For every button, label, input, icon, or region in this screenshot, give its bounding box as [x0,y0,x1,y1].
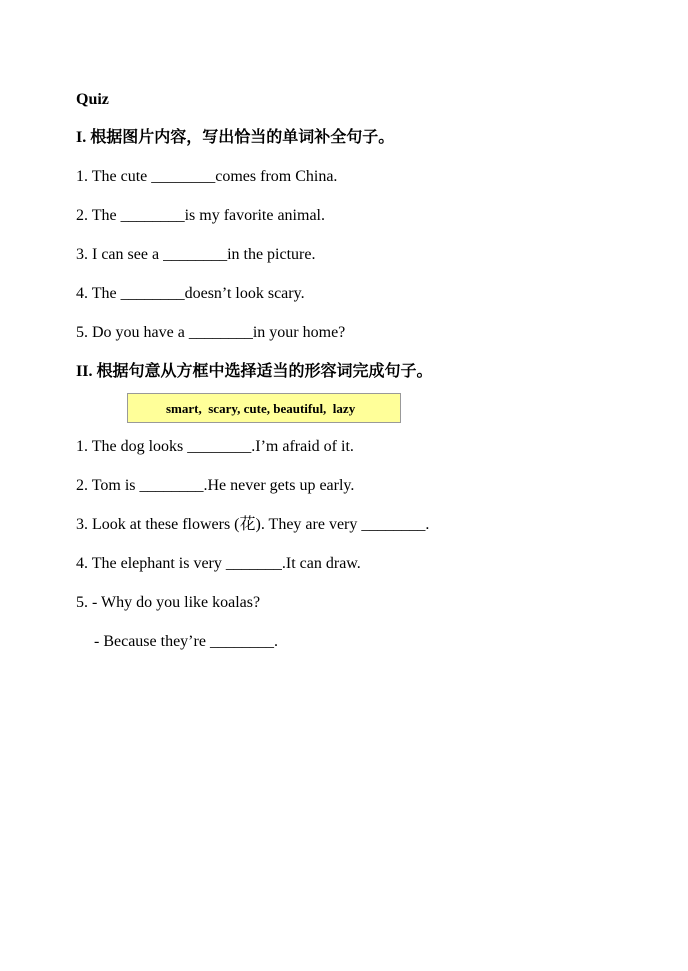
section-2-item-5-question: 5. - Why do you like koalas? [76,594,261,611]
section-1-item-3: 3. I can see a ________in the picture. [76,246,316,263]
section-1-item-4: 4. The ________doesn’t look scary. [76,285,305,302]
document-page [76,86,636,667]
section-2-item-5-answer: - Because they’re ________. [94,633,278,650]
section-1-item-1: 1. The cute ________comes from China. [76,168,338,185]
section-2-item-3: 3. Look at these flowers (花). They are very ________. [76,516,430,533]
word-box: smart, scary, cute, beautiful, lazy [127,393,401,423]
section-1-item-5: 5. Do you have a ________in your home? [76,324,346,341]
section-1-item-2: 2. The ________is my favorite animal. [76,207,325,224]
section-2-item-1: 1. The dog looks ________.I’m afraid of it. [76,438,354,455]
section-1-heading: I. 根据图片内容，写出恰当的单词补全句子。 [76,129,395,146]
section-2-heading: II. 根据句意从方框中选择适当的形容词完成句子。 [76,363,433,380]
section-2-item-2: 2. Tom is ________.He never gets up early. [76,477,355,494]
section-2-item-4: 4. The elephant is very _______.It can draw. [76,555,361,572]
page-title: Quiz [76,91,109,108]
